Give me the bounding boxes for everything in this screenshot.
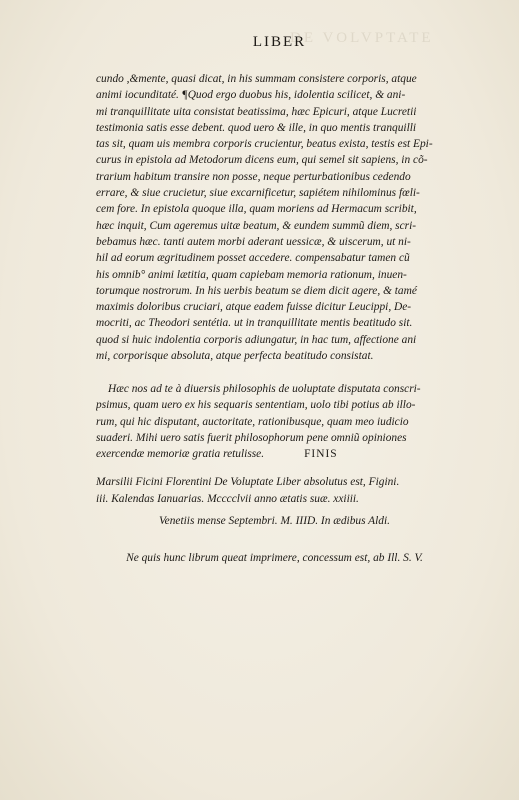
- text-line: cem fore. In epistola quoque illa, quam moriens ad Hermacum scribit,: [96, 203, 417, 216]
- text-line: curus in epistola ad Metodorum dicens eum, qui semel sit sapiens, in cõ-: [96, 154, 428, 167]
- text-line: maximis doloribus cruciari, atque eadem fuisse dicitur Leucippi, De-: [96, 301, 412, 314]
- colophon-line: iii. Kalendas Ianuarias. Mcccclvii anno ætatis suæ. xxiiii.: [96, 493, 359, 505]
- text-line: mocriti, ac Theodori sentétia. ut in tranquillitate mentis beatitudo sit.: [96, 317, 413, 330]
- colophon-line: Marsilii Ficini Florentini De Voluptate Liber absolutus est, Figini.: [96, 476, 400, 488]
- text-line: hæc inquit, Cum ageremus uitæ beatum, & eundem summũ diem, scri-: [96, 219, 417, 232]
- text-line: mi tranquillitate uita consistat beatissima, hæc Epicuri, atque Lucretii: [96, 105, 417, 118]
- text-line: bebamus hæc. tanti autem morbi aderant uessicæ, & uiscerum, ut ni-: [96, 235, 411, 248]
- text-line: cundo ,&mente, quasi dicat, in his summam consistere corporis, atque: [96, 73, 417, 85]
- finis-mark: FINIS: [304, 448, 338, 461]
- text-line: suaderi. Mihi uero satis fuerit philosophorum pene omniũ opiniones: [96, 431, 407, 444]
- text-line-final: exercendæ memoriæ gratia retulisse.: [96, 448, 265, 461]
- bleed-through-text: DE VOLVPTATE: [290, 30, 434, 46]
- running-header: LIBER: [252, 34, 307, 50]
- text-line: his omnib° animi lætitia, quam capiebam memoria rationum, inuen-: [96, 268, 407, 281]
- text-line: mi, corporisque absoluta, atque perfecta beatitudo consistat.: [96, 350, 374, 363]
- text-line: tas sit, quam uis membra corporis crucientur, beatus exista, testis est Epi-: [96, 138, 433, 151]
- text-line: torumque nostrorum. In his uerbis beatum se diem dicit agere, & tamé: [96, 284, 417, 297]
- privilege-line: Ne quis hunc librum queat imprimere, concessum est, ab Ill. S. V.: [126, 552, 423, 564]
- text-line: trarium habitum transire non posse, neque perturbationibus cedendo: [96, 170, 411, 183]
- text-line: [96, 446, 488, 462]
- text-line: hil ad eorum ægritudinem posset accedere. compensabatur tamen cũ: [96, 252, 410, 265]
- imprint-line: Venetiis mense Septembri. M. IIID. In ædibus Aldi.: [158, 515, 391, 527]
- text-line: quod si huic indolentia corporis adiungatur, in hac tum, affectione ani: [96, 333, 417, 346]
- text-line: rum, qui hic disputant, auctoritate, rationibusque, quam meo iudicio: [96, 415, 409, 428]
- text-line: psimus, quam uero ex his sequaris sententiam, uolo tibi potius ab illo-: [96, 399, 416, 412]
- text-line: testimonia satis esse debent. quod uero & ille, in quo mentis tranquilli: [96, 121, 417, 134]
- paragraph-closing: [96, 381, 488, 462]
- text-line: errare, & siue crucietur, siue excarnificetur, sapiétem nihilominus fœli-: [96, 187, 420, 200]
- text-line: Hæc nos ad te à diuersis philosophis de uoluptate disputata conscri-: [108, 383, 421, 395]
- text-line: animi iocunditaté. ¶Quod ergo duobus his, idolentia scilicet, & ani-: [96, 89, 406, 102]
- paragraph-main: [96, 71, 488, 364]
